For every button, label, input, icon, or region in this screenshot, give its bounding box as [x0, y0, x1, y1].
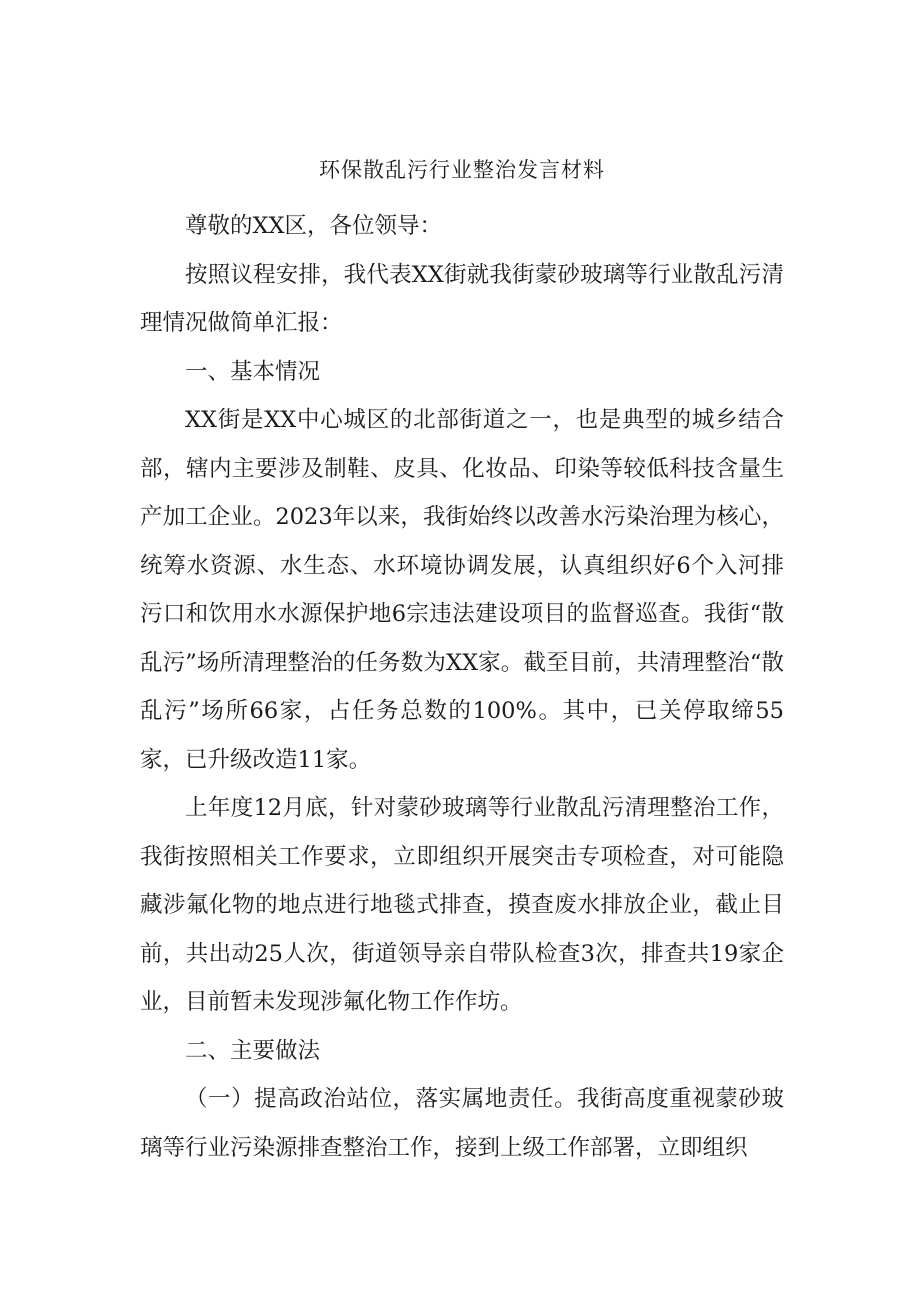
- basic-situation-paragraph-2: 上年度12月底，针对蒙砂玻璃等行业散乱污清理整治工作，我街按照相关工作要求，立即组织开展突击专项检查，对可能隐藏涉氟化物的地点进行地毯式排查，摸查废水排放企业，截止目前，共出动25人次，街道领导亲自带队检查3次，排查共19家企业，目前暂未发现涉氟化物工作作坊。: [140, 795, 784, 1015]
- section-heading-main-practices: 二、主要做法: [185, 1037, 321, 1064]
- salutation: 尊敬的XX区，各位领导：: [185, 213, 443, 239]
- main-practices-paragraph-1: （一）提高政治站位，落实属地责任。我街高度重视蒙砂玻璃等行业污染源排查整治工作，接到上级工作部署，立即组织: [140, 1086, 784, 1161]
- intro-paragraph: 按照议程安排，我代表XX街就我街蒙砂玻璃等行业散乱污清理情况做简单汇报：: [140, 261, 784, 336]
- document-title: 环保散乱污行业整治发言材料: [319, 158, 605, 182]
- basic-situation-paragraph-1: XX街是XX中心城区的北部街道之一，也是典型的城乡结合部，辖内主要涉及制鞋、皮具、化妆品、印染等较低科技含量生产加工企业。2023年以来，我街始终以改善水污染治理为核心，统筹水资源、水生态、水环境协调发展，认真组织好6个入河排污口和饮用水水源保护地6宗违法建设项目的监督巡查。我街“散乱污”场所清理整治的任务数为XX家。截至目前，共清理整治“散乱污”场所66家，占任务总数的100%。其中，已关停取缔55家，已升级改造11家。: [140, 407, 784, 773]
- document-page: [140, 150, 784, 1172]
- section-heading-basic-situation: 一、基本情况: [185, 358, 321, 385]
